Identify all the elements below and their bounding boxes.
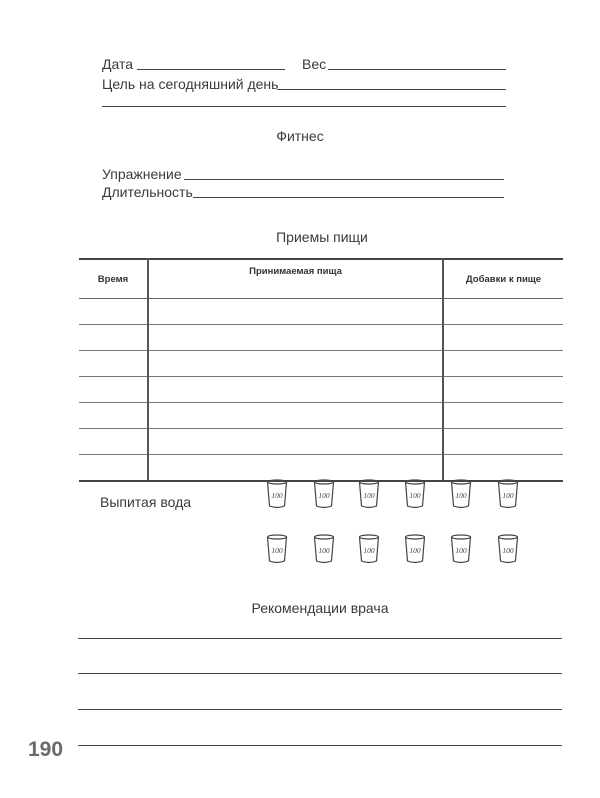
table-row xyxy=(79,325,563,351)
doctor-note-line-2[interactable] xyxy=(78,673,562,674)
time-cell[interactable] xyxy=(79,325,148,351)
supplements-cell[interactable] xyxy=(443,403,563,429)
cup-label: 100 xyxy=(318,491,330,500)
supplements-cell[interactable] xyxy=(443,455,563,482)
cup-label: 100 xyxy=(455,546,467,555)
cup-label: 100 xyxy=(502,546,514,555)
food-cell[interactable] xyxy=(148,403,443,429)
supplements-cell[interactable] xyxy=(443,325,563,351)
water-cup-icon[interactable] xyxy=(497,479,519,509)
cup-label: 100 xyxy=(363,491,375,500)
doctor-note-line-4[interactable] xyxy=(78,745,562,746)
food-cell[interactable] xyxy=(148,429,443,455)
water-cup-icon[interactable] xyxy=(266,479,288,509)
table-row xyxy=(79,403,563,429)
time-cell[interactable] xyxy=(79,351,148,377)
water-cup-icon[interactable] xyxy=(450,534,472,564)
time-cell[interactable] xyxy=(79,429,148,455)
water-cup-icon[interactable] xyxy=(266,534,288,564)
cup-label: 100 xyxy=(271,491,283,500)
water-label: Выпитая вода xyxy=(100,494,192,510)
cup-label: 100 xyxy=(409,491,421,500)
weight-label: Вес xyxy=(302,56,327,72)
water-cup-icon[interactable] xyxy=(404,534,426,564)
goal-field-line[interactable] xyxy=(277,89,506,90)
duration-field-line[interactable] xyxy=(193,197,504,198)
cup-label: 100 xyxy=(455,491,467,500)
food-cell[interactable] xyxy=(148,325,443,351)
column-header-time: Время xyxy=(79,259,148,299)
food-cell[interactable] xyxy=(148,299,443,325)
goal-field-line-2[interactable] xyxy=(102,106,506,107)
duration-label: Длительность xyxy=(102,184,193,200)
table-header-row xyxy=(79,259,563,299)
cup-label: 100 xyxy=(271,546,283,555)
table-row xyxy=(79,299,563,325)
date-field-line[interactable] xyxy=(137,69,285,70)
time-cell[interactable] xyxy=(79,455,148,482)
table-row xyxy=(79,377,563,403)
water-cup-icon[interactable] xyxy=(404,479,426,509)
water-cup-icon[interactable] xyxy=(358,479,380,509)
fitness-title: Фитнес xyxy=(276,128,324,144)
food-cell[interactable] xyxy=(148,455,443,482)
goal-label: Цель на сегодняшний день xyxy=(102,76,279,92)
time-cell[interactable] xyxy=(79,403,148,429)
time-cell[interactable] xyxy=(79,299,148,325)
doctor-note-line-3[interactable] xyxy=(78,709,562,710)
exercise-label: Упражнение xyxy=(102,166,182,182)
food-cell[interactable] xyxy=(148,377,443,403)
table-row xyxy=(79,351,563,377)
supplements-cell[interactable] xyxy=(443,351,563,377)
column-header-supplements: Добавки к пище xyxy=(443,259,563,299)
date-label: Дата xyxy=(102,56,134,72)
supplements-cell[interactable] xyxy=(443,429,563,455)
meal-table xyxy=(79,258,563,482)
doctor-note-line-1[interactable] xyxy=(78,638,562,639)
doctor-title: Рекомендации врача xyxy=(251,600,389,616)
table-row xyxy=(79,429,563,455)
water-cup-icon[interactable] xyxy=(313,479,335,509)
meals-title: Приемы пищи xyxy=(276,229,368,245)
supplements-cell[interactable] xyxy=(443,377,563,403)
cup-label: 100 xyxy=(409,546,421,555)
page-number: 190 xyxy=(28,738,64,761)
weight-field-line[interactable] xyxy=(328,69,506,70)
table-row xyxy=(79,455,563,482)
cup-label: 100 xyxy=(363,546,375,555)
food-cell[interactable] xyxy=(148,351,443,377)
water-cup-icon[interactable] xyxy=(450,479,472,509)
cup-label: 100 xyxy=(318,546,330,555)
exercise-field-line[interactable] xyxy=(184,179,504,180)
cup-label: 100 xyxy=(502,491,514,500)
supplements-cell[interactable] xyxy=(443,299,563,325)
water-cup-icon[interactable] xyxy=(313,534,335,564)
column-header-food: Принимаемая пища xyxy=(148,259,443,299)
time-cell[interactable] xyxy=(79,377,148,403)
water-cup-icon[interactable] xyxy=(497,534,519,564)
water-cup-icon[interactable] xyxy=(358,534,380,564)
